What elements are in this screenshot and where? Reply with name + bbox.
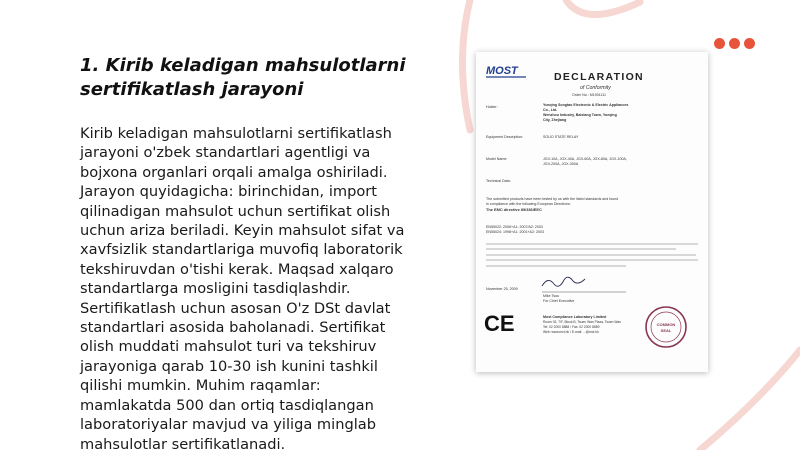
seal-text: COMMON <box>656 322 676 327</box>
statement-line: The EMC directive 89/336/EEC <box>486 207 542 212</box>
standard-line: EN55024: 1998+A1: 2001+A2: 2003 <box>486 230 544 234</box>
signature-scribble <box>542 277 585 286</box>
certificate-document <box>476 52 708 372</box>
technical-label: Technical Data: <box>486 179 511 183</box>
equipment-value: SOLID STATE RELAY <box>543 135 579 139</box>
holder-line: Wenzhou Industry, Baixiang Town, Yueqing <box>543 113 617 117</box>
standard-line: EN55022: 2006+A1: 2007/A2: 2003 <box>486 225 543 229</box>
fine-print-lines <box>486 244 698 266</box>
signature-title: For Chief Executive <box>543 299 575 303</box>
statement-line: in compliance with the following European Directives: <box>486 202 571 206</box>
holder-line: Yueqing Songtao Electronic & Electric Appliances <box>543 103 629 107</box>
statement-line: The submitted products have been tested by us with the listed standards and found <box>486 197 619 201</box>
holder-line: Co., Ltd. <box>543 108 558 112</box>
lab-line: Web: www.mct.hk / E-mail: ...@mct.hk <box>543 330 599 334</box>
company-seal <box>646 307 686 347</box>
dot-icon <box>714 38 725 49</box>
lab-line: Room 02, 7/F, Block B, Tsuen Wan Plaza, Tsuen Wan <box>543 320 622 324</box>
holder-line: City, Zhejiang <box>543 118 567 122</box>
slide-body-text: Kirib keladigan mahsulotlarni sertifikatlash jarayoni o'zbek standartlari agentligi va bojxona organlari orqali amalga oshiriladi. Jarayon quyidagicha: birinchidan, import qilinadigan mahsulot uchun sertifikat olish uchun ariza beriladi. Keyin mahsulot sifat va xavfsizlik standartlariga muvofiq laboratorik tekshiruvdan o'tishi kerak. Maqsad xalqaro standartlarga mosligini tasdiqlashdir. Sertifikatlash uchun asosan O'z DSt davlat standartlari asosida baholanadi. Sertifikat olish muddati mahsulot turi va tekshiruv jarayoniga qarab 10-30 ish kunini tashkil qilishi mumkin. Muhim raqamlar: mamlakatda 500 dan ortiq tasdiqlangan laboratoriyalar mavjud va yiliga minglab mahsulotlar sertifikatlanadi. <box>80 125 405 453</box>
seal-text: SEAL <box>660 328 672 333</box>
dot-icon <box>744 38 755 49</box>
certificate-image <box>476 52 708 372</box>
signature-name: Mike Tsou <box>543 294 560 298</box>
certificate-subheading: of Conformity <box>580 85 611 91</box>
model-label: Model Name: <box>486 157 508 161</box>
dot-icon <box>729 38 740 49</box>
lab-line: Tel: 02 2000 8888 / Fax: 02 2000 8889 <box>543 325 600 329</box>
holder-label: Holder: <box>486 105 498 109</box>
model-line: JGX-200A, JGX-300A <box>543 162 579 166</box>
ce-mark: CE <box>484 311 515 336</box>
three-dots-icon <box>714 38 755 49</box>
model-line: JGX-10A, JGX-40A, JGX-60A, JGX-80A, JGX-100A, <box>543 157 627 161</box>
slide-title: 1. Kirib keladigan mahsulotlarni sertifikatlash jarayoni <box>80 55 406 100</box>
equipment-label: Equipment Description: <box>486 135 524 139</box>
lab-line: Most Compliance Laboratory Limited <box>543 315 607 319</box>
certificate-date: November 25, 2009 <box>486 287 518 291</box>
certificate-order-no: Order No.: M1901111 <box>572 93 606 97</box>
certificate-logo: MOST <box>486 65 518 77</box>
certificate-heading: DECLARATION <box>554 71 644 83</box>
